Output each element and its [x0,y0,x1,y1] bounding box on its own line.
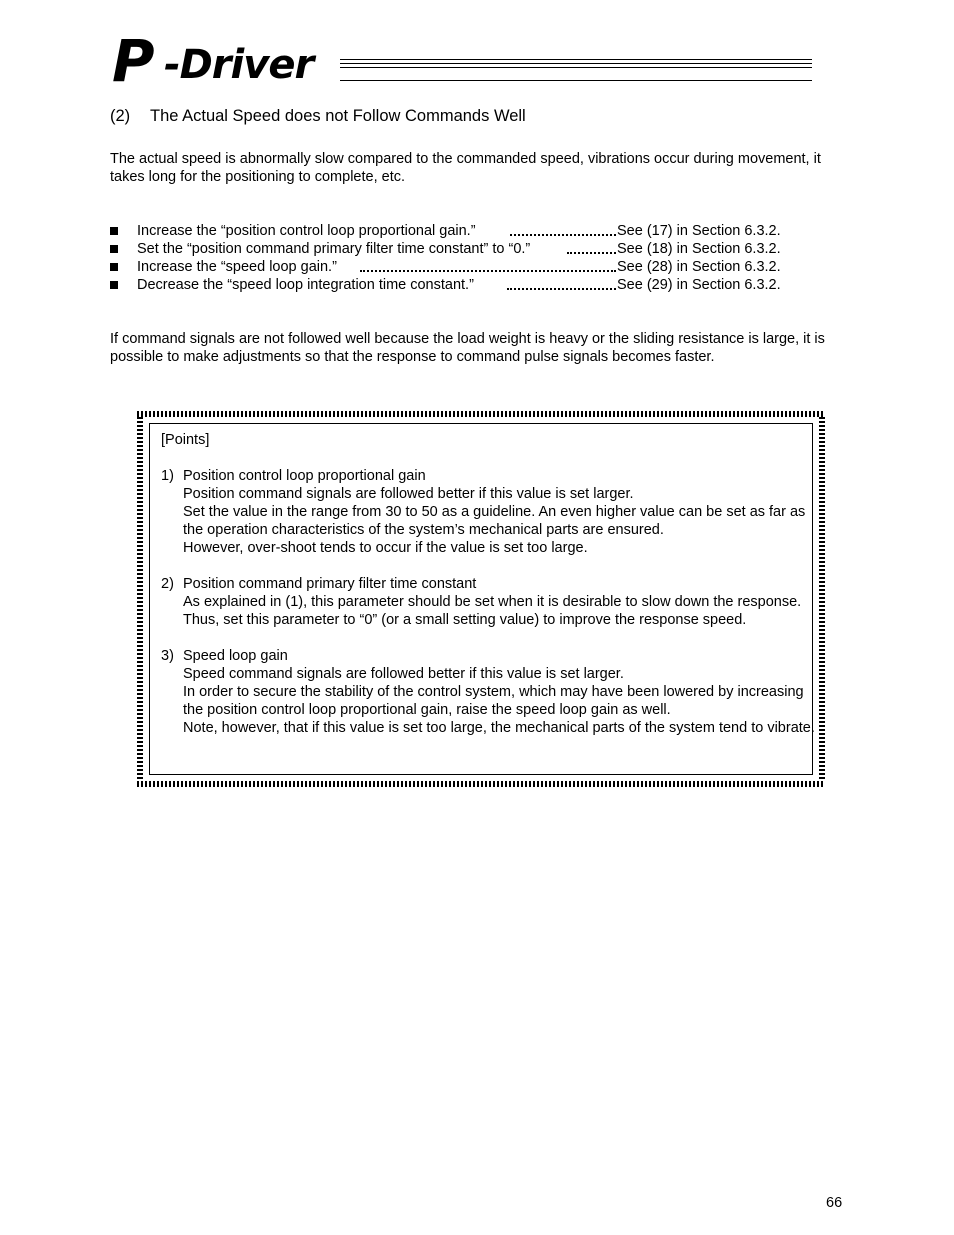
list-item-text: Increase the “speed loop gain.” [137,259,337,275]
list-item [110,276,800,294]
header-rule [340,63,812,64]
list-item-text: Decrease the “speed loop integration time constant.” [137,277,474,293]
points-item-line: As explained in (1), this parameter should be set when it is desirable to slow down the response. Thus, set this parameter to “0” (or a small setting value) to improve the response speed. [183,594,802,628]
points-item [161,575,821,629]
section-title: The Actual Speed does not Follow Commands Well [150,107,526,125]
list-item-reference: See (29) in Section 6.3.2. [617,277,781,293]
dot-leader [360,270,616,272]
points-item-heading [161,467,821,485]
points-item-line: In order to secure the stability of the control system, which may have been lowered by increasing the position control loop proportional gain, raise the speed loop gain as well. [183,684,804,718]
points-box-inner [149,423,813,775]
dot-leader [567,252,616,254]
points-item-heading [161,575,821,593]
dot-leader [507,288,616,290]
points-box [137,411,825,787]
intro-paragraph: The actual speed is abnormally slow compared to the commanded speed, vibrations occur during movement, it takes long for the positioning to complete, etc. [110,151,821,185]
list-item-reference: See (17) in Section 6.3.2. [617,223,781,239]
points-title: [Points] [161,432,210,448]
explanation-paragraph: If command signals are not followed well because the load weight is heavy or the sliding resistance is large, it is possible to make adjustments so that the response to command pulse signals becomes faster. [110,331,825,365]
bullet-square-icon [110,281,118,289]
points-item-line: However, over-shoot tends to occur if the value is set too large. [183,540,588,556]
list-item-text: Increase the “position control loop proportional gain.” [137,223,476,239]
bullet-square-icon [110,263,118,271]
points-item-heading [161,647,821,665]
bullet-square-icon [110,227,118,235]
points-item-number: 3) [161,648,174,664]
points-content [161,431,821,755]
list-item [110,240,800,258]
points-item-number: 1) [161,468,174,484]
list-item [110,222,800,240]
header-rule [340,67,812,68]
header-logo [112,27,812,95]
points-item [161,467,821,557]
section-heading [110,107,526,126]
dot-leader [510,234,616,236]
remedy-list [110,222,800,294]
logo-driver-text: -Driver [164,42,314,88]
points-item-title: Speed loop gain [183,648,288,664]
header-rule [340,59,812,60]
points-item-line: Speed command signals are followed better if this value is set larger. [183,666,624,682]
points-item-line: Set the value in the range from 30 to 50 as a guideline. An even higher value can be set as far as the operation characteristics of the system’s mechanical parts are ensured. [183,504,806,538]
logo-p-mark: P [112,27,153,95]
list-item-reference: See (18) in Section 6.3.2. [617,241,781,257]
list-item-text: Set the “position command primary filter time constant” to “0.” [137,241,531,257]
list-item [110,258,800,276]
points-item-title: Position control loop proportional gain [183,468,426,484]
points-item-line: Position command signals are followed better if this value is set larger. [183,486,634,502]
header-rule [340,80,812,81]
points-item-number: 2) [161,576,174,592]
points-item [161,647,821,737]
section-number: (2) [110,107,131,125]
page-number: 66 [826,1195,843,1211]
points-item-line: Note, however, that if this value is set too large, the mechanical parts of the system tend to vibrate. [183,720,815,736]
list-item-reference: See (28) in Section 6.3.2. [617,259,781,275]
bullet-square-icon [110,245,118,253]
points-item-title: Position command primary filter time constant [183,576,477,592]
